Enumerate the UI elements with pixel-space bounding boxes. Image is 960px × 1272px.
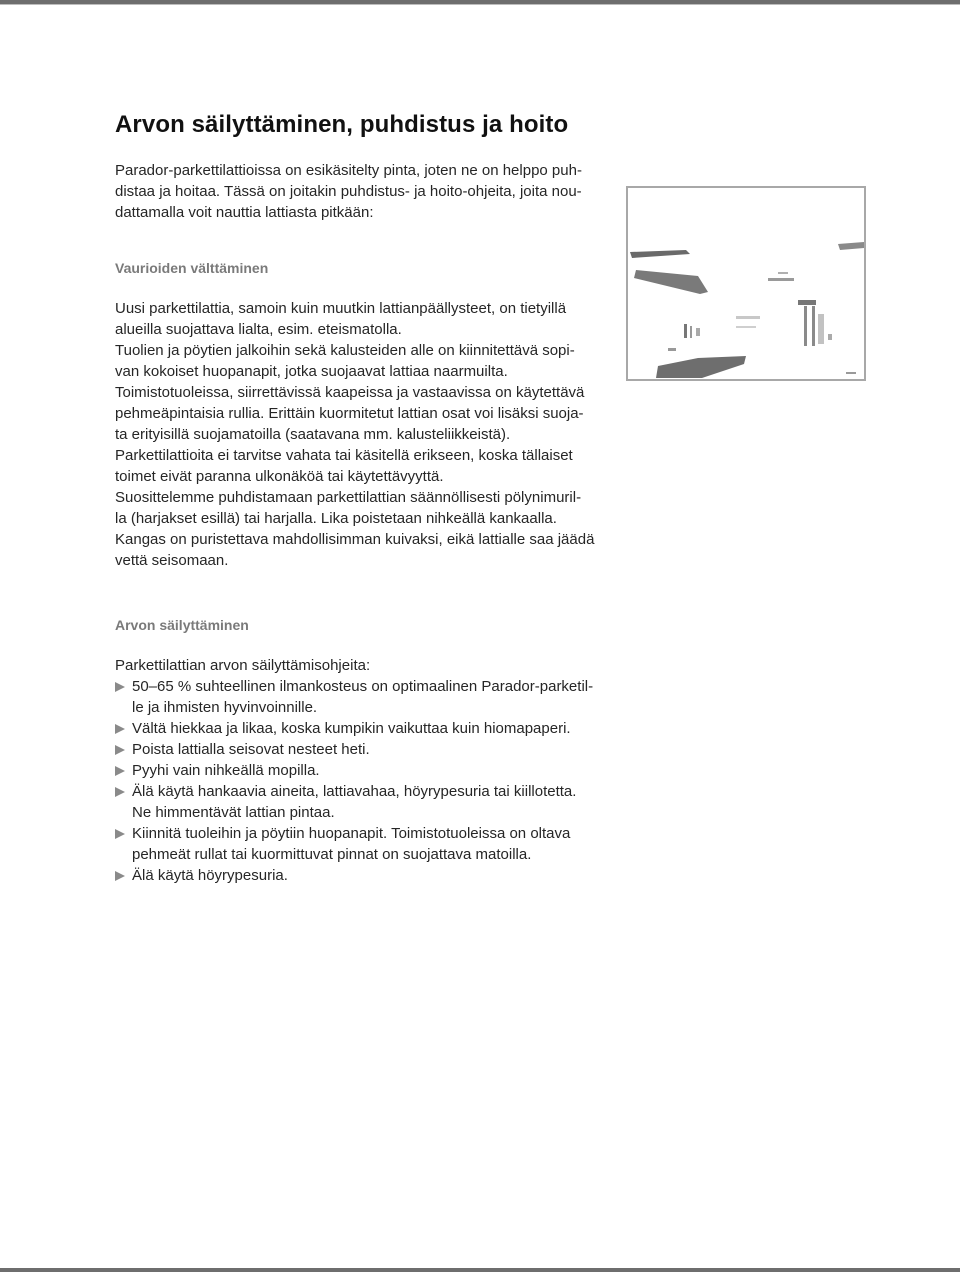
damage-line: la (harjakset esillä) tai harjalla. Lika poistetaan nihkeällä kankaalla. bbox=[115, 510, 557, 527]
damage-paragraph bbox=[115, 298, 620, 571]
list-item bbox=[115, 676, 620, 718]
bullet-line: Poista lattialla seisovat nesteet heti. bbox=[132, 741, 370, 758]
list-item bbox=[115, 718, 620, 739]
bullet-line: Vältä hiekkaa ja likaa, koska kumpikin vaikuttaa kuin hiomapaperi. bbox=[132, 720, 571, 737]
damage-line: vettä seisomaan. bbox=[115, 552, 229, 569]
list-item bbox=[115, 739, 620, 760]
room-photo bbox=[626, 186, 866, 381]
list-item bbox=[115, 781, 620, 823]
main-column bbox=[115, 112, 620, 886]
bullet-line: pehmeät rullat tai kuormittuvat pinnat on suojattava matoilla. bbox=[132, 846, 532, 863]
arrow-right-icon bbox=[115, 787, 125, 797]
damage-line: van kokoiset huopanapit, jotka suojaavat lattiaa naarmuilta. bbox=[115, 363, 508, 380]
damage-line: Uusi parkettilattia, samoin kuin muutkin lattianpäällysteet, on tietyillä bbox=[115, 300, 567, 317]
section-heading-damage: Vaurioiden välttäminen bbox=[115, 260, 269, 276]
bullet-line: Ne himmentävät lattian pintaa. bbox=[132, 804, 335, 821]
list-item bbox=[115, 760, 620, 781]
bullet-line: Älä käytä hankaavia aineita, lattiavahaa, höyrypesuria tai kiillotetta. bbox=[132, 783, 577, 800]
arrow-right-icon bbox=[115, 724, 125, 734]
care-bullet-list bbox=[115, 676, 620, 886]
bullet-line: 50–65 % suhteellinen ilmankosteus on optimaalinen Parador-parketil- bbox=[132, 678, 594, 695]
damage-line: toimet eivät paranna ulkonäköä tai käytettävyyttä. bbox=[115, 468, 444, 485]
damage-line: Kangas on puristettava mahdollisimman kuivaksi, eikä lattialle saa jäädä bbox=[115, 531, 595, 548]
arrow-right-icon bbox=[115, 745, 125, 755]
list-item bbox=[115, 865, 620, 886]
bullet-line: Pyyhi vain nihkeällä mopilla. bbox=[132, 762, 320, 779]
damage-line: Toimistotuoleissa, siirrettävissä kaapeissa ja vastaavissa on käytettävä bbox=[115, 384, 585, 401]
intro-line: distaa ja hoitaa. Tässä on joitakin puhdistus- ja hoito-ohjeita, joita nou- bbox=[115, 183, 582, 200]
page-title: Arvon säilyttäminen, puhdistus ja hoito bbox=[115, 111, 569, 138]
bullet-line: Kiinnitä tuoleihin ja pöytiin huopanapit. Toimistotuoleissa on oltava bbox=[132, 825, 571, 842]
damage-line: Suosittelemme puhdistamaan parkettilattian säännöllisesti pölynimuril- bbox=[115, 489, 582, 506]
list-item bbox=[115, 823, 620, 865]
intro-line: dattamalla voit nauttia lattiasta pitkään: bbox=[115, 204, 374, 221]
bullet-line: le ja ihmisten hyvinvoinnille. bbox=[132, 699, 318, 716]
intro-paragraph bbox=[115, 160, 620, 223]
bottom-rule bbox=[0, 1268, 960, 1272]
section-heading-value: Arvon säilyttäminen bbox=[115, 617, 249, 633]
bullet-line: Älä käytä höyrypesuria. bbox=[132, 867, 288, 884]
intro-line: Parador-parkettilattioissa on esikäsitelty pinta, joten ne on helppo puh- bbox=[115, 162, 582, 179]
arrow-right-icon bbox=[115, 871, 125, 881]
top-rule-inner bbox=[0, 4, 960, 5]
damage-line: alueilla suojattava lialta, esim. eteismatolla. bbox=[115, 321, 402, 338]
arrow-right-icon bbox=[115, 766, 125, 776]
damage-line: Tuolien ja pöytien jalkoihin sekä kalusteiden alle on kiinnitettävä sopi- bbox=[115, 342, 575, 359]
damage-line: Parkettilattioita ei tarvitse vahata tai käsitellä erikseen, koska tällaiset bbox=[115, 447, 573, 464]
room-photo-graphic bbox=[628, 188, 864, 379]
damage-line: ta erityisillä suojamatoilla (saatavana mm. kalusteliikkeistä). bbox=[115, 426, 511, 443]
value-intro: Parkettilattian arvon säilyttämisohjeita: bbox=[115, 657, 371, 674]
damage-line: pehmeäpintaisia rullia. Erittäin kuormitetut lattian osat voi lisäksi suoja- bbox=[115, 405, 584, 422]
arrow-right-icon bbox=[115, 682, 125, 692]
arrow-right-icon bbox=[115, 829, 125, 839]
